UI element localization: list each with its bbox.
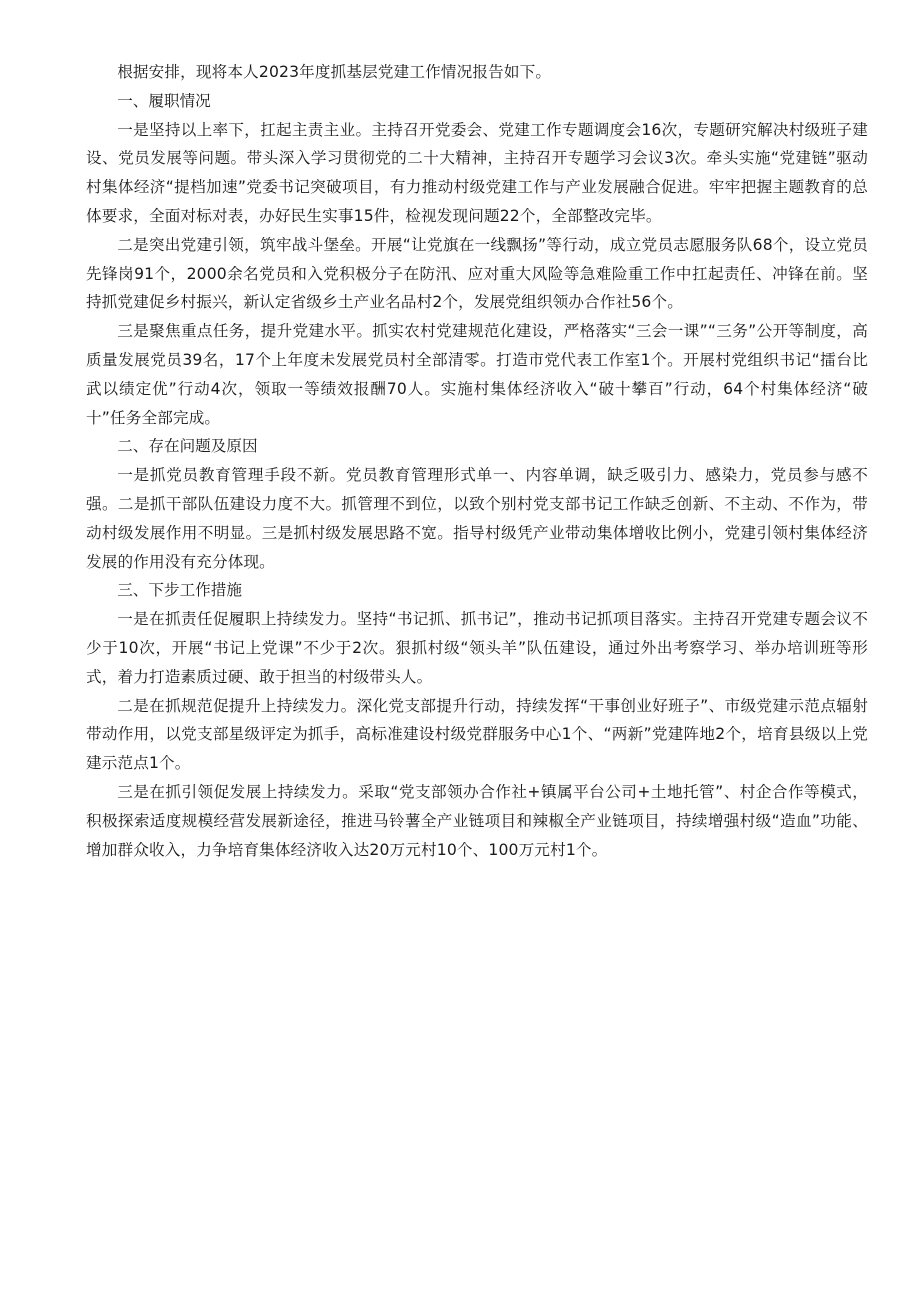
document-body bbox=[86, 58, 868, 864]
problems-paragraph-1: 一是抓党员教育管理手段不新。党员教育管理形式单一、内容单调，缺乏吸引力、感染力，党员参与感不强。二是抓干部队伍建设力度不大。抓管理不到位，以致个别村党支部书记工作缺乏创新、不主动、不作为，带动村级发展作用不明显。三是抓村级发展思路不宽。指导村级凭产业带动集体增收比例小，党建引领村集体经济发展的作用没有充分体现。 bbox=[86, 466, 868, 571]
next-steps-paragraph-1: 一是在抓责任促履职上持续发力。坚持“书记抓、抓书记”，推动书记抓项目落实。主持召开党建专题会议不少于10次，开展“书记上党课”不少于2次。狠抓村级“领头羊”队伍建设，通过外出考察学习、举办培训班等形式，着力打造素质过硬、敢于担当的村级带头人。 bbox=[86, 610, 868, 686]
performance-paragraph-1: 一是坚持以上率下，扛起主责主业。主持召开党委会、党建工作专题调度会16次，专题研究解决村级班子建设、党员发展等问题。带头深入学习贯彻党的二十大精神，主持召开专题学习会议3次。牵头实施“党建链”驱动村集体经济“提档加速”党委书记突破项目，有力推动村级党建工作与产业发展融合促进。牢牢把握主题教育的总体要求，全面对标对表，办好民生实事15件，检视发现问题22个，全部整改完毕。 bbox=[86, 120, 868, 225]
next-steps-paragraph-2: 二是在抓规范促提升上持续发力。深化党支部提升行动，持续发挥“干事创业好班子”、市级党建示范点辐射带动作用，以党支部星级评定为抓手，高标准建设村级党群服务中心1个、“两新”党建阵地2个，培育县级以上党建示范点1个。 bbox=[86, 696, 868, 773]
section-heading-performance: 一、履职情况 bbox=[117, 91, 211, 110]
intro-paragraph: 根据安排，现将本人2023年度抓基层党建工作情况报告如下。 bbox=[117, 63, 552, 81]
section-heading-problems: 二、存在问题及原因 bbox=[117, 437, 258, 456]
section-heading-next-steps: 三、下步工作措施 bbox=[117, 581, 242, 600]
next-steps-paragraph-3: 三是在抓引领促发展上持续发力。采取“党支部领办合作社+镇属平台公司+土地托管”、村企合作等模式，积极探索适度规模经营发展新途径，推进马铃薯全产业链项目和辣椒全产业链项目，持续增强村级“造血”功能、增加群众收入，力争培育集体经济收入达20万元村10个、100万元村1个。 bbox=[86, 782, 868, 859]
performance-paragraph-2: 二是突出党建引领，筑牢战斗堡垒。开展“让党旗在一线飘扬”等行动，成立党员志愿服务队68个，设立党员先锋岗91个，2000余名党员和入党积极分子在防汛、应对重大风险等急难险重工作中扛起责任、冲锋在前。坚持抓党建促乡村振兴，新认定省级乡土产业名品村2个，发展党组织领办合作社56个。 bbox=[86, 235, 868, 312]
performance-paragraph-3: 三是聚焦重点任务，提升党建水平。抓实农村党建规范化建设，严格落实“三会一课”“三务”公开等制度，高质量发展党员39名，17个上年度未发展党员村全部清零。打造市党代表工作室1个。开展村党组织书记“擂台比武以绩定优”行动4次，领取一等绩效报酬70人。实施村集体经济收入“破十攀百”行动，64个村集体经济“破十”任务全部完成。 bbox=[86, 322, 868, 427]
